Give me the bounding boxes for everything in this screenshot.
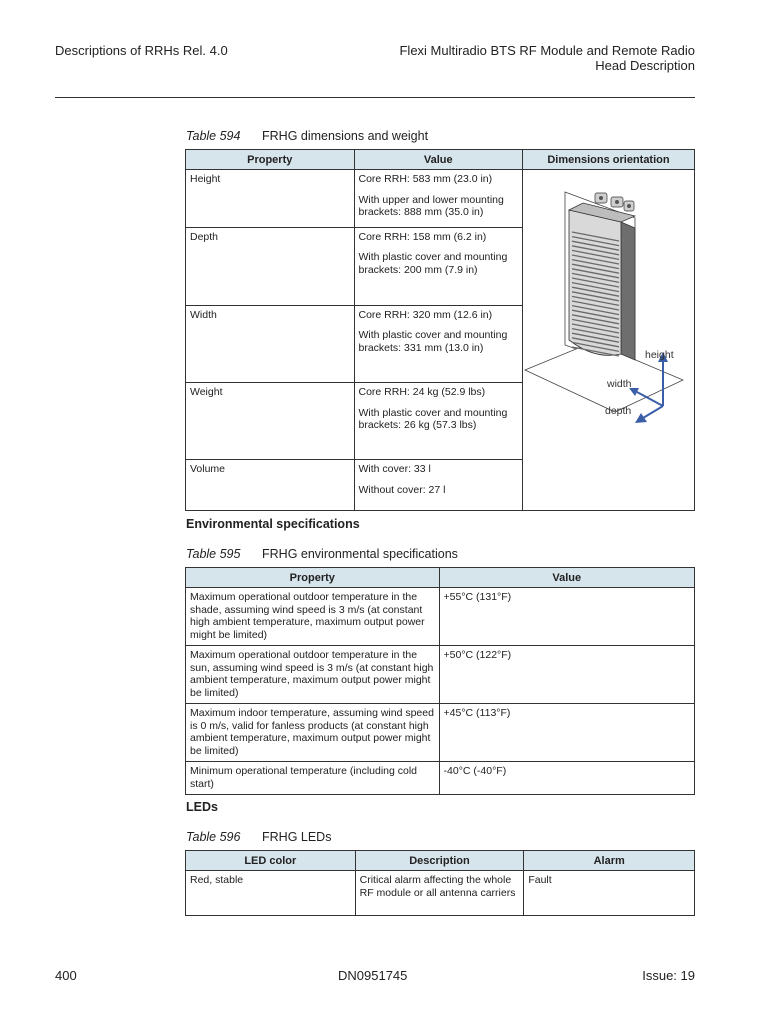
table594-number: Table 594 [186, 129, 241, 143]
value-line: Core RRH: 583 mm (23.0 in) [358, 173, 493, 185]
table596-number: Table 596 [186, 830, 241, 844]
header-right-title [399, 43, 695, 73]
table596-header-description: Description [355, 851, 524, 871]
table594-caption [186, 129, 428, 143]
value-cell [354, 227, 522, 305]
value-cell [354, 305, 522, 382]
property-cell: Maximum operational outdoor temperature in the sun, assuming wind speed is 3 m/s (at constant high ambient temperature, maximum output power might be limited) [186, 646, 440, 704]
header-right-line2: Head Description [595, 58, 695, 73]
header-left-title: Descriptions of RRHs Rel. 4.0 [55, 43, 228, 58]
property-cell: Depth [186, 227, 355, 305]
table-row [186, 170, 695, 228]
value-cell: +50°C (122°F) [439, 646, 694, 704]
height-label: height [644, 349, 674, 361]
property-cell: Weight [186, 383, 355, 460]
property-cell: Height [186, 170, 355, 228]
footer-issue: Issue: 19 [642, 968, 695, 983]
table-row [186, 588, 695, 646]
dimensions-orientation-figure-cell [522, 170, 694, 511]
value-line: Without cover: 27 l [358, 483, 446, 496]
environmental-specifications-heading: Environmental specifications [186, 517, 360, 531]
table594 [185, 149, 695, 511]
property-cell: Width [186, 305, 355, 382]
table595-header-property: Property [186, 568, 440, 588]
table595-caption [186, 547, 458, 561]
value-cell: +55°C (131°F) [439, 588, 694, 646]
table595-header-value: Value [439, 568, 694, 588]
table595 [185, 567, 695, 795]
table596 [185, 850, 695, 916]
value-line: Core RRH: 320 mm (12.6 in) [358, 308, 493, 321]
property-cell: Volume [186, 460, 355, 511]
footer-page-number: 400 [55, 968, 77, 983]
value-cell: +45°C (113°F) [439, 704, 694, 762]
leds-heading: LEDs [186, 800, 218, 814]
table596-header-row [186, 851, 695, 871]
header-right-line1: Flexi Multiradio BTS RF Module and Remote Radio [399, 43, 695, 58]
property-cell: Minimum operational temperature (including cold start) [186, 762, 440, 795]
table595-number: Table 595 [186, 547, 241, 561]
table594-header-row [186, 150, 695, 170]
alarm-cell: Fault [524, 871, 695, 916]
table-row [186, 646, 695, 704]
footer-document-id: DN0951745 [338, 968, 408, 983]
value-cell: -40°C (-40°F) [439, 762, 694, 795]
value-cell [354, 170, 522, 228]
table-row [186, 762, 695, 795]
led-color-cell: Red, stable [186, 871, 356, 916]
table596-header-alarm: Alarm [524, 851, 695, 871]
property-cell: Maximum indoor temperature, assuming wind speed is 0 m/s, valid for fanless products (at constant high ambient temperature, maximum output power might be limited) [186, 704, 440, 762]
table595-header-row [186, 568, 695, 588]
value-line: With plastic cover and mounting brackets: 200 mm (7.9 in) [358, 251, 508, 276]
rrh-dimensions-figure [523, 170, 693, 510]
value-cell [354, 460, 522, 511]
property-cell: Maximum operational outdoor temperature in the shade, assuming wind speed is 3 m/s (at constant high ambient temperature, maximum output power might be limited) [186, 588, 440, 646]
table594-title: FRHG dimensions and weight [262, 129, 429, 143]
value-cell [354, 383, 522, 460]
table596-header-led-color: LED color [186, 851, 356, 871]
table-row [186, 871, 695, 916]
table594-header-value: Value [354, 150, 522, 170]
value-line: With upper and lower mounting brackets: 888 mm (35.0 in) [358, 193, 504, 218]
table596-caption [186, 830, 331, 844]
table595-title: FRHG environmental specifications [262, 547, 458, 561]
table594-header-property: Property [186, 150, 355, 170]
value-line: Core RRH: 158 mm (6.2 in) [358, 230, 487, 243]
header-rule [55, 97, 695, 98]
table-row [186, 704, 695, 762]
width-label: width [606, 378, 632, 390]
description-cell: Critical alarm affecting the whole RF module or all antenna carriers [355, 871, 524, 916]
value-line: With plastic cover and mounting brackets: 331 mm (13.0 in) [358, 329, 508, 354]
value-line: With plastic cover and mounting brackets: 26 kg (57.3 lbs) [358, 406, 508, 432]
depth-label: depth [604, 405, 632, 417]
value-line: Core RRH: 24 kg (52.9 lbs) [358, 386, 486, 399]
value-line: With cover: 33 l [358, 463, 431, 476]
table596-title: FRHG LEDs [262, 830, 332, 844]
table594-header-orientation: Dimensions orientation [522, 150, 694, 170]
